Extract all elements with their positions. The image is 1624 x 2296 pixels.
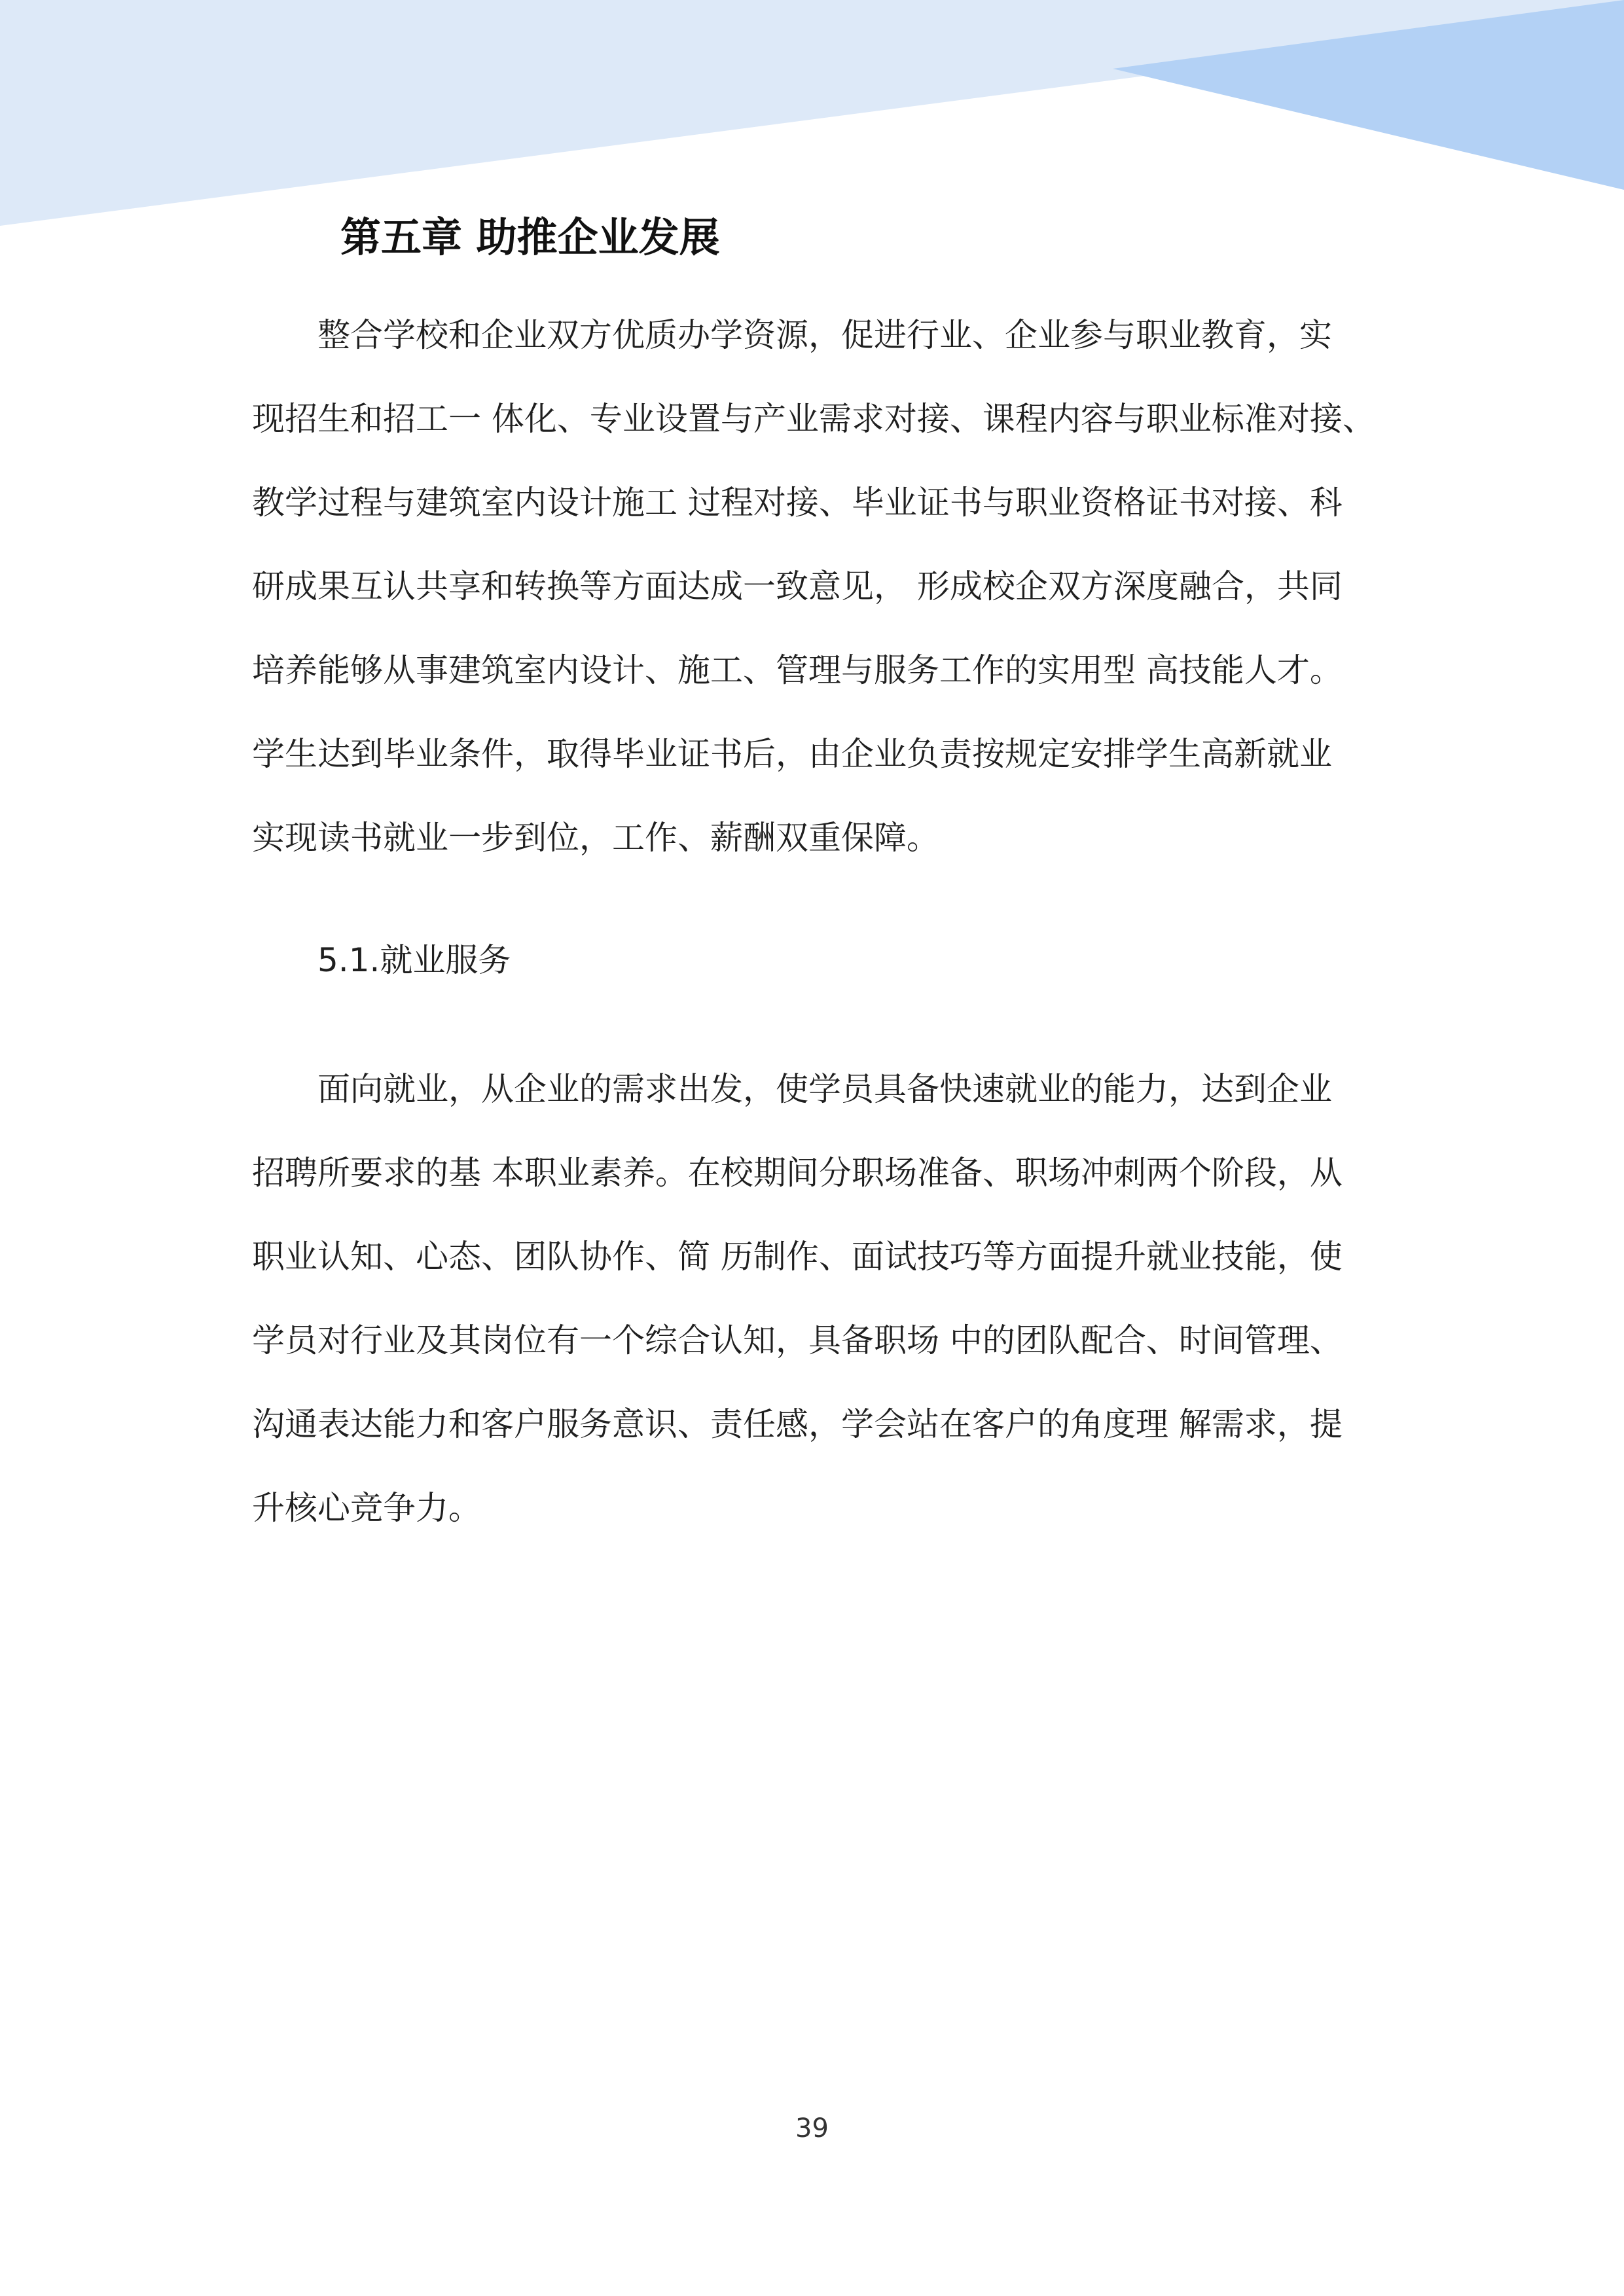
paragraph-line: 现招生和招工一 体化、专业设置与产业需求对接、课程内容与职业标准对接、 <box>252 400 1375 438</box>
paragraph-line: 职业认知、心态、团队协作、简 历制作、面试技巧等方面提升就业技能，使 <box>252 1238 1343 1276</box>
paragraph-line: 面向就业，从企业的需求出发，使学员具备快速就业的能力，达到企业 <box>317 1070 1332 1108</box>
paragraph-line: 学生达到毕业条件，取得毕业证书后，由企业负责按规定安排学生高新就业 <box>252 735 1332 773</box>
section-heading-5-1: 5.1.就业服务 <box>317 941 511 979</box>
paragraph-line: 实现读书就业一步到位，工作、薪酬双重保障。 <box>252 819 939 857</box>
page-number: 39 <box>795 2113 829 2144</box>
paragraph-line: 研成果互认共享和转换等方面达成一致意见， 形成校企双方深度融合，共同 <box>252 567 1343 605</box>
paragraph-line: 整合学校和企业双方优质办学资源，促进行业、企业参与职业教育，实 <box>317 316 1332 354</box>
paragraph-line: 培养能够从事建筑室内设计、施工、管理与服务工作的实用型 高技能人才。 <box>252 651 1343 689</box>
paragraph-line: 学员对行业及其岗位有一个综合认知，具备职场 中的团队配合、时间管理、 <box>252 1321 1343 1359</box>
chapter-title: 第五章 助推企业发展 <box>340 213 720 261</box>
paragraph-line: 招聘所要求的基 本职业素养。在校期间分职场准备、职场冲刺两个阶段，从 <box>252 1154 1343 1192</box>
employment-service-paragraph <box>252 1047 1375 1550</box>
paragraph-line: 沟通表达能力和客户服务意识、责任感，学会站在客户的角度理 解需求，提 <box>252 1405 1343 1443</box>
paragraph-line: 教学过程与建筑室内设计施工 过程对接、毕业证书与职业资格证书对接、科 <box>252 484 1343 522</box>
header-decoration <box>0 0 1624 236</box>
paragraph-line: 升核心竞争力。 <box>252 1489 481 1527</box>
intro-paragraph <box>252 293 1375 880</box>
